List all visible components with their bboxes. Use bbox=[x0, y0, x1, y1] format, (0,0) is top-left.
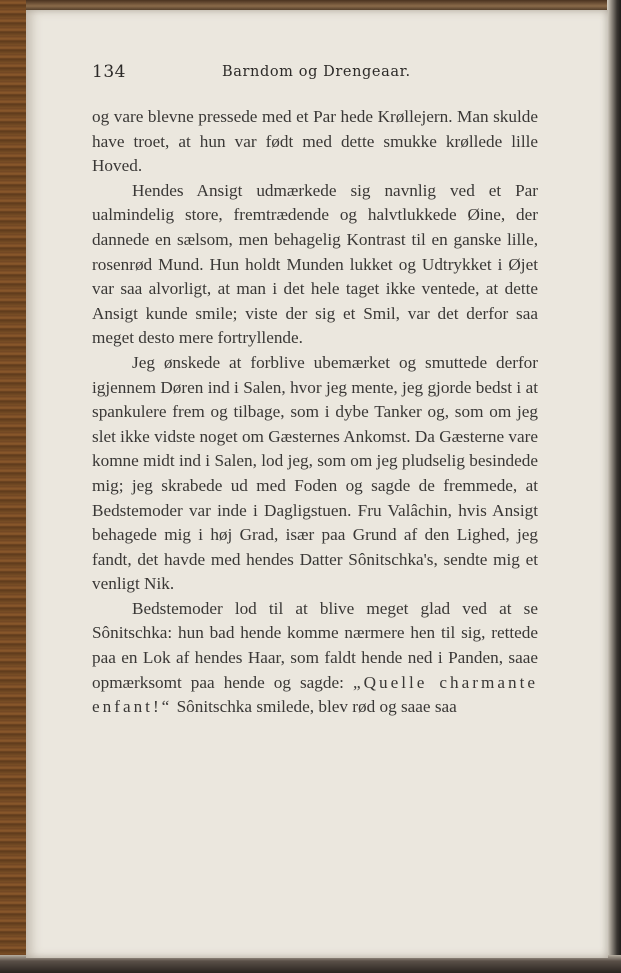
paragraph-3: Jeg ønskede at forblive ubemærket og smuttede derfor igjennem Døren ind i Salen, hvor jeg mente, jeg gjorde bedst i at spankulere frem og tilbage, som i dybe Tanker og, som om jeg slet ikke vidste noget om Gæsternes Ankomst. Da Gæsterne vare komne midt ind i Salen, lod jeg, som om jeg pludselig besindede mig; jeg skrabede ud med Foden og sagde de fremmede, at Bedstemoder var inde i Dagligstuen. Fru Valâchin, hvis Ansigt behagede mig i høj Grad, især paa Grund af den Lighed, jeg fandt, det havde med hendes Datter Sônitschka's, sendte mig et venligt Nik. bbox=[92, 352, 538, 594]
body-text bbox=[92, 105, 538, 720]
spine-edge bbox=[0, 0, 26, 973]
page-number: 134 bbox=[92, 62, 126, 82]
paragraph-2: Hendes Ansigt udmærkede sig navnlig ved et Par ualmindelig store, fremtrædende og halvtlukkede Øine, der dannede en sælsom, men behagelig Kontrast til en ganske lille, rosenrød Mund. Hun holdt Munden lukket og Udtrykket i Øjet var saa alvorligt, at man i det hele taget ikke ventede, at dette Ansigt kunde smile; viste der sig et Smil, var det derfor saa meget desto mere fortryllende. bbox=[92, 180, 538, 348]
paragraph-4-end: Sônitschka smilede, blev rød og saae saa bbox=[172, 697, 457, 717]
page-edges-right bbox=[607, 0, 621, 973]
paragraph-4-start: Bedstemoder lod til at blive meget glad ved at se Sônitschka: hun bad hende komme nærmere hen til sig, rettede paa en Lok af hendes Haar, som faldt hende ned i Panden, saae opmærksomt paa hende og sagde: bbox=[92, 598, 538, 692]
paragraph-1: og vare blevne pressede med et Par hede Krøllejern. Man skulde have troet, at hun var født med dette smukke krøllede lille Hoved. bbox=[92, 107, 538, 176]
paragraph-4 bbox=[92, 597, 538, 720]
french-quote: „Quelle charmante enfant!“ bbox=[92, 672, 538, 717]
running-head: Barndom og Drengeaar. bbox=[222, 64, 411, 80]
page-header bbox=[92, 62, 540, 86]
